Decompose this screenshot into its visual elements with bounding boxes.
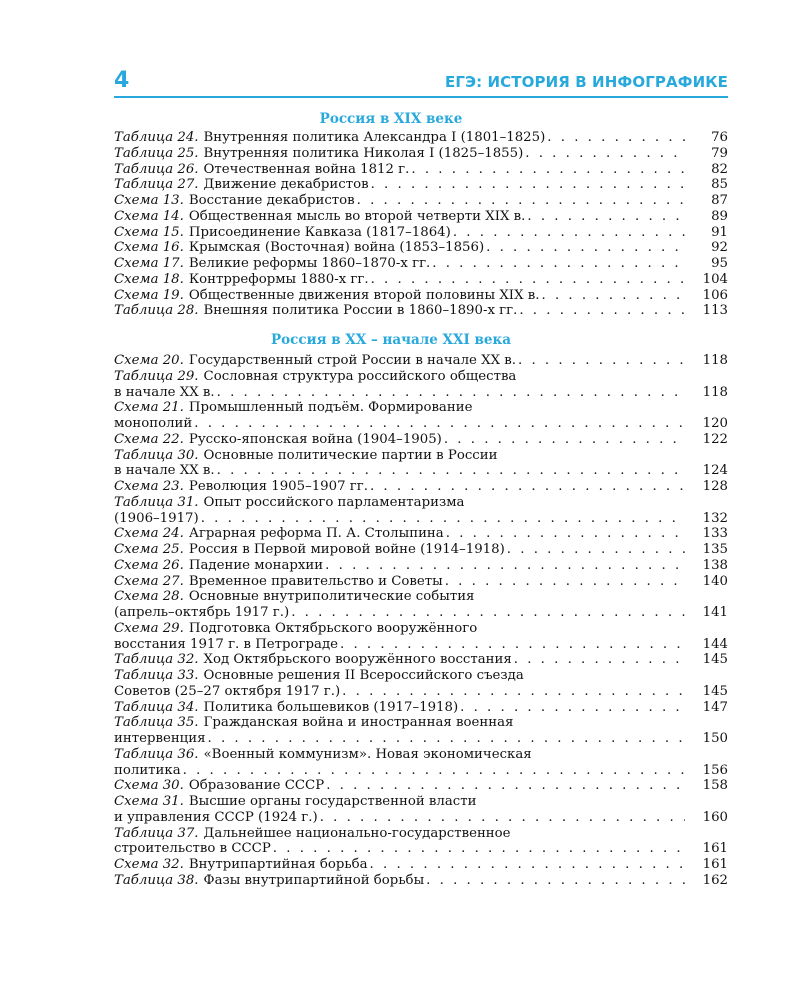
toc-entry-line bbox=[114, 857, 728, 873]
dot-leader bbox=[320, 810, 685, 826]
entry-page-number: 89 bbox=[711, 208, 728, 224]
toc-entry-line bbox=[114, 558, 728, 574]
entry-label: Схема 28. bbox=[114, 589, 184, 605]
toc-entry bbox=[114, 288, 728, 304]
entry-title-continued: (1906–1917) bbox=[114, 510, 199, 526]
entry-label: Таблица 34. bbox=[114, 699, 199, 715]
toc-entry-line bbox=[114, 542, 728, 558]
toc-entry-line bbox=[114, 526, 728, 542]
dot-leader bbox=[547, 130, 685, 146]
entry-page-number: 161 bbox=[702, 841, 728, 857]
entry-label: Схема 24. bbox=[114, 526, 184, 542]
toc-entry bbox=[114, 130, 728, 146]
entry-label: Таблица 35. bbox=[114, 715, 199, 731]
toc-entry-line bbox=[114, 589, 728, 605]
entry-title: Присоединение Кавказа (1817–1864) bbox=[188, 224, 451, 240]
toc-entry bbox=[114, 873, 728, 889]
dot-leader bbox=[273, 841, 685, 857]
entry-label: Таблица 28. bbox=[114, 303, 199, 319]
toc-entry bbox=[114, 715, 728, 747]
toc-entry bbox=[114, 621, 728, 653]
entry-page-number: 120 bbox=[702, 416, 728, 431]
toc-entry-line bbox=[114, 256, 728, 272]
entry-label: Схема 30. bbox=[114, 778, 184, 794]
toc-entry-line bbox=[114, 146, 728, 162]
toc-entry bbox=[114, 589, 728, 621]
entry-title: Внутрипартийная борьба bbox=[188, 857, 368, 872]
entry-label: Схема 23. bbox=[114, 479, 184, 494]
toc-entry-line bbox=[114, 130, 728, 146]
entry-title: Фазы внутрипартийной борьбы bbox=[203, 872, 425, 888]
toc-entry bbox=[114, 700, 728, 716]
entry-title: Опыт российского парламентаризма bbox=[203, 494, 465, 510]
dot-leader bbox=[525, 146, 685, 162]
dot-leader bbox=[194, 416, 685, 432]
dot-leader bbox=[432, 256, 685, 272]
toc-entry bbox=[114, 778, 728, 794]
entry-page-number: 145 bbox=[702, 683, 728, 699]
entry-title-continued: монополий bbox=[114, 416, 193, 431]
dot-leader bbox=[371, 177, 685, 193]
entry-title-continued: восстания 1917 г. в Петрограде bbox=[114, 636, 339, 652]
entry-page-number: 144 bbox=[702, 636, 728, 652]
dot-leader bbox=[453, 225, 685, 241]
toc-entry bbox=[114, 146, 728, 162]
entry-label: Таблица 31. bbox=[114, 494, 199, 510]
entry-label: Таблица 32. bbox=[114, 652, 199, 668]
toc-entry-line bbox=[114, 747, 728, 763]
entry-title: Промышленный подъём. Формирование bbox=[188, 400, 473, 416]
entry-title: Великие реформы 1860–1870-х гг. bbox=[188, 256, 431, 271]
entry-page-number: 76 bbox=[711, 130, 728, 145]
toc-entry bbox=[114, 542, 728, 558]
dot-leader bbox=[217, 463, 685, 479]
toc-entry bbox=[114, 448, 728, 480]
dot-leader bbox=[183, 763, 685, 779]
entry-title-continued: в начале XX в. bbox=[114, 463, 215, 479]
entry-title: Падение монархии bbox=[188, 557, 324, 573]
entry-title: Временное правительство и Советы bbox=[188, 573, 443, 589]
dot-leader bbox=[371, 272, 685, 288]
entry-page-number: 145 bbox=[702, 652, 728, 668]
entry-page-number: 135 bbox=[702, 542, 728, 557]
toc-entry-line bbox=[114, 193, 728, 209]
toc-entry-line bbox=[114, 826, 728, 842]
toc-entry-line bbox=[114, 637, 728, 653]
dot-leader bbox=[357, 193, 685, 209]
dot-leader bbox=[291, 605, 685, 621]
toc-entry-line bbox=[114, 353, 728, 369]
toc-entry bbox=[114, 369, 728, 401]
entry-label: Схема 21. bbox=[114, 400, 184, 416]
entry-title-continued: в начале XX в. bbox=[114, 384, 215, 400]
entry-title: Внутренняя политика Николая I (1825–1855) bbox=[203, 145, 524, 161]
entry-page-number: 161 bbox=[702, 857, 728, 872]
section-title: Россия в XX – начале XXI века bbox=[271, 332, 511, 348]
entry-title: Внешняя политика России в 1860–1890-х гг. bbox=[203, 303, 518, 319]
entry-title: Государственный строй России в начале XX в. bbox=[188, 353, 516, 368]
page-number: 4 bbox=[114, 68, 130, 93]
toc-entry bbox=[114, 668, 728, 700]
toc-entry bbox=[114, 303, 728, 319]
entry-page-number: 141 bbox=[702, 605, 728, 620]
entry-title: Русско-японская война (1904–1905) bbox=[188, 431, 442, 447]
toc-entry bbox=[114, 400, 728, 432]
entry-title: Ход Октябрьского вооружённого восстания bbox=[203, 652, 512, 668]
entry-label: Таблица 33. bbox=[114, 668, 199, 683]
entry-page-number: 158 bbox=[702, 778, 728, 794]
entry-title-continued: и управления СССР (1924 г.) bbox=[114, 809, 318, 825]
toc-entry-line bbox=[114, 495, 728, 511]
toc-entry-line bbox=[114, 763, 728, 779]
entry-page-number: 106 bbox=[702, 287, 728, 303]
entry-title: Движение декабристов bbox=[203, 177, 369, 193]
entry-page-number: 124 bbox=[702, 463, 728, 479]
toc-entry-line bbox=[114, 240, 728, 256]
entry-page-number: 113 bbox=[702, 303, 728, 319]
dot-leader bbox=[519, 303, 685, 319]
entry-label: Схема 29. bbox=[114, 620, 184, 636]
toc-entry bbox=[114, 526, 728, 542]
toc-entry-line bbox=[114, 511, 728, 527]
entry-title: Сословная структура российского общества bbox=[203, 368, 517, 384]
entry-page-number: 162 bbox=[702, 872, 728, 888]
entry-page-number: 91 bbox=[711, 224, 728, 240]
entry-page-number: 122 bbox=[702, 431, 728, 447]
entry-title: «Военный коммунизм». Новая экономическая bbox=[203, 746, 532, 762]
entry-title: Контрреформы 1880-х гг. bbox=[188, 271, 369, 287]
entry-label: Схема 32. bbox=[114, 857, 184, 872]
toc-entry bbox=[114, 353, 728, 369]
toc-entry bbox=[114, 652, 728, 668]
entry-title: Политика большевиков (1917–1918) bbox=[203, 699, 459, 715]
toc-entry-line bbox=[114, 432, 728, 448]
entry-title: Дальнейшее национально-государственное bbox=[203, 825, 511, 841]
toc-entry-line bbox=[114, 272, 728, 288]
section-title: Россия в XIX веке bbox=[319, 111, 463, 127]
toc-entry bbox=[114, 857, 728, 873]
entry-page-number: 138 bbox=[702, 557, 728, 573]
entry-page-number: 82 bbox=[711, 161, 728, 177]
entry-title: Россия в Первой мировой войне (1914–1918) bbox=[188, 542, 505, 557]
dot-leader bbox=[201, 511, 685, 527]
toc-entry-line bbox=[114, 385, 728, 401]
entry-label: Схема 15. bbox=[114, 224, 184, 240]
book-title: ЕГЭ: ИСТОРИЯ В ИНФОГРАФИКЕ bbox=[445, 73, 728, 91]
toc-entry-line bbox=[114, 463, 728, 479]
entry-page-number: 140 bbox=[702, 573, 728, 589]
dot-leader bbox=[342, 684, 685, 700]
toc-entry-line bbox=[114, 668, 728, 684]
toc-entry-line bbox=[114, 715, 728, 731]
entry-label: Схема 14. bbox=[114, 208, 184, 224]
entry-title: Аграрная реформа П. А. Столыпина bbox=[188, 526, 444, 542]
entry-label: Схема 20. bbox=[114, 353, 184, 368]
entry-label: Схема 18. bbox=[114, 271, 184, 287]
entry-page-number: 85 bbox=[711, 177, 728, 193]
dot-leader bbox=[217, 385, 685, 401]
entry-page-number: 118 bbox=[702, 384, 728, 400]
toc-entry bbox=[114, 272, 728, 288]
entry-title: Высшие органы государственной власти bbox=[188, 794, 477, 809]
page-header bbox=[114, 66, 728, 98]
entry-page-number: 132 bbox=[702, 510, 728, 526]
entry-label: Таблица 24. bbox=[114, 130, 199, 145]
entry-title-continued: интервенция bbox=[114, 731, 206, 746]
entry-label: Таблица 37. bbox=[114, 825, 199, 841]
dot-leader bbox=[444, 432, 685, 448]
entry-page-number: 147 bbox=[702, 699, 728, 715]
dot-leader bbox=[370, 857, 685, 873]
entry-label: Схема 31. bbox=[114, 794, 184, 809]
entry-title: Общественные движения второй половины XIX в. bbox=[188, 287, 540, 303]
entry-title: Основные политические партии в России bbox=[203, 447, 498, 463]
entry-label: Таблица 30. bbox=[114, 447, 199, 463]
toc-entry-line bbox=[114, 684, 728, 700]
entry-label: Таблица 36. bbox=[114, 746, 199, 762]
toc-entry-line bbox=[114, 288, 728, 304]
toc-entry-line bbox=[114, 479, 728, 495]
toc-entry-line bbox=[114, 841, 728, 857]
entry-label: Таблица 29. bbox=[114, 368, 199, 384]
dot-leader bbox=[325, 558, 685, 574]
dot-leader bbox=[507, 542, 685, 558]
entry-title: Восстание декабристов bbox=[188, 193, 355, 208]
toc-entry-line bbox=[114, 448, 728, 464]
toc-entry-line bbox=[114, 177, 728, 193]
dot-leader bbox=[411, 162, 685, 178]
toc-entry bbox=[114, 162, 728, 178]
toc-entry bbox=[114, 747, 728, 779]
entry-page-number: 87 bbox=[711, 193, 728, 208]
toc-entry bbox=[114, 558, 728, 574]
dot-leader bbox=[446, 526, 685, 542]
toc-entry-line bbox=[114, 778, 728, 794]
entry-page-number: 79 bbox=[711, 145, 728, 161]
toc-entry bbox=[114, 256, 728, 272]
entry-label: Схема 26. bbox=[114, 557, 184, 573]
entry-label: Схема 17. bbox=[114, 256, 184, 271]
entry-title: Внутренняя политика Александра I (1801–1825) bbox=[203, 130, 546, 145]
entry-title-continued: (апрель–октябрь 1917 г.) bbox=[114, 605, 290, 620]
entry-label: Схема 13. bbox=[114, 193, 184, 208]
toc-entry-line bbox=[114, 225, 728, 241]
entry-title: Революция 1905–1907 гг. bbox=[188, 479, 368, 494]
toc-entry-line bbox=[114, 369, 728, 385]
entry-title: Отечественная война 1812 г. bbox=[203, 161, 410, 177]
entry-label: Схема 19. bbox=[114, 287, 184, 303]
toc-entry-line bbox=[114, 810, 728, 826]
dot-leader bbox=[460, 700, 685, 716]
table-of-contents bbox=[114, 109, 728, 889]
toc-entry-line bbox=[114, 605, 728, 621]
dot-leader bbox=[426, 873, 685, 889]
toc-entry-line bbox=[114, 873, 728, 889]
toc-entry-line bbox=[114, 731, 728, 747]
toc-entry bbox=[114, 794, 728, 826]
entry-title-continued: Советов (25–27 октября 1917 г.) bbox=[114, 683, 341, 699]
entry-label: Схема 25. bbox=[114, 542, 184, 557]
dot-leader bbox=[527, 209, 685, 225]
toc-entry bbox=[114, 225, 728, 241]
entry-page-number: 104 bbox=[702, 271, 728, 287]
entry-page-number: 133 bbox=[702, 526, 728, 542]
toc-entry bbox=[114, 495, 728, 527]
entry-title: Основные внутриполитические события bbox=[188, 589, 475, 605]
toc-entry-line bbox=[114, 652, 728, 668]
entry-page-number: 156 bbox=[702, 762, 728, 778]
toc-entry bbox=[114, 432, 728, 448]
entry-page-number: 95 bbox=[711, 256, 728, 271]
toc-entry bbox=[114, 193, 728, 209]
toc-entry bbox=[114, 240, 728, 256]
entry-page-number: 160 bbox=[702, 809, 728, 825]
toc-entry-line bbox=[114, 700, 728, 716]
entry-label: Таблица 27. bbox=[114, 177, 199, 193]
toc-entry-line bbox=[114, 416, 728, 432]
toc-entry bbox=[114, 209, 728, 225]
toc-entry-line bbox=[114, 303, 728, 319]
entry-label: Таблица 25. bbox=[114, 145, 199, 161]
entry-label: Схема 22. bbox=[114, 431, 184, 447]
dot-leader bbox=[514, 652, 685, 668]
entry-page-number: 118 bbox=[702, 353, 728, 368]
entry-label: Схема 16. bbox=[114, 240, 184, 256]
entry-title: Основные решения II Всероссийского съезда bbox=[203, 668, 524, 683]
toc-entry-line bbox=[114, 794, 728, 810]
entry-page-number: 92 bbox=[711, 240, 728, 256]
entry-label: Таблица 26. bbox=[114, 161, 199, 177]
dot-leader bbox=[326, 778, 685, 794]
toc-entry-line bbox=[114, 162, 728, 178]
toc-entry-line bbox=[114, 400, 728, 416]
toc-entry bbox=[114, 479, 728, 495]
toc-entry bbox=[114, 826, 728, 858]
dot-leader bbox=[486, 240, 685, 256]
entry-title: Подготовка Октябрьского вооружённого bbox=[188, 620, 478, 636]
dot-leader bbox=[370, 479, 685, 495]
toc-entry-line bbox=[114, 209, 728, 225]
dot-leader bbox=[340, 637, 685, 653]
toc-entry-line bbox=[114, 574, 728, 590]
dot-leader bbox=[207, 731, 685, 747]
entry-label: Схема 27. bbox=[114, 573, 184, 589]
toc-entry-line bbox=[114, 621, 728, 637]
entry-title: Общественная мысль во второй четверти XIX в. bbox=[188, 208, 526, 224]
toc-entry bbox=[114, 177, 728, 193]
dot-leader bbox=[541, 288, 685, 304]
entry-title: Образование СССР bbox=[188, 778, 325, 794]
entry-title-continued: политика bbox=[114, 762, 181, 778]
entry-title: Гражданская война и иностранная военная bbox=[203, 715, 514, 731]
entry-label: Таблица 38. bbox=[114, 872, 199, 888]
dot-leader bbox=[445, 574, 685, 590]
entry-title-continued: строительство в СССР bbox=[114, 841, 271, 857]
dot-leader bbox=[518, 353, 685, 369]
toc-entry bbox=[114, 574, 728, 590]
entry-page-number: 128 bbox=[702, 479, 728, 494]
entry-title: Крымская (Восточная) война (1853–1856) bbox=[188, 240, 485, 256]
entry-page-number: 150 bbox=[702, 731, 728, 746]
